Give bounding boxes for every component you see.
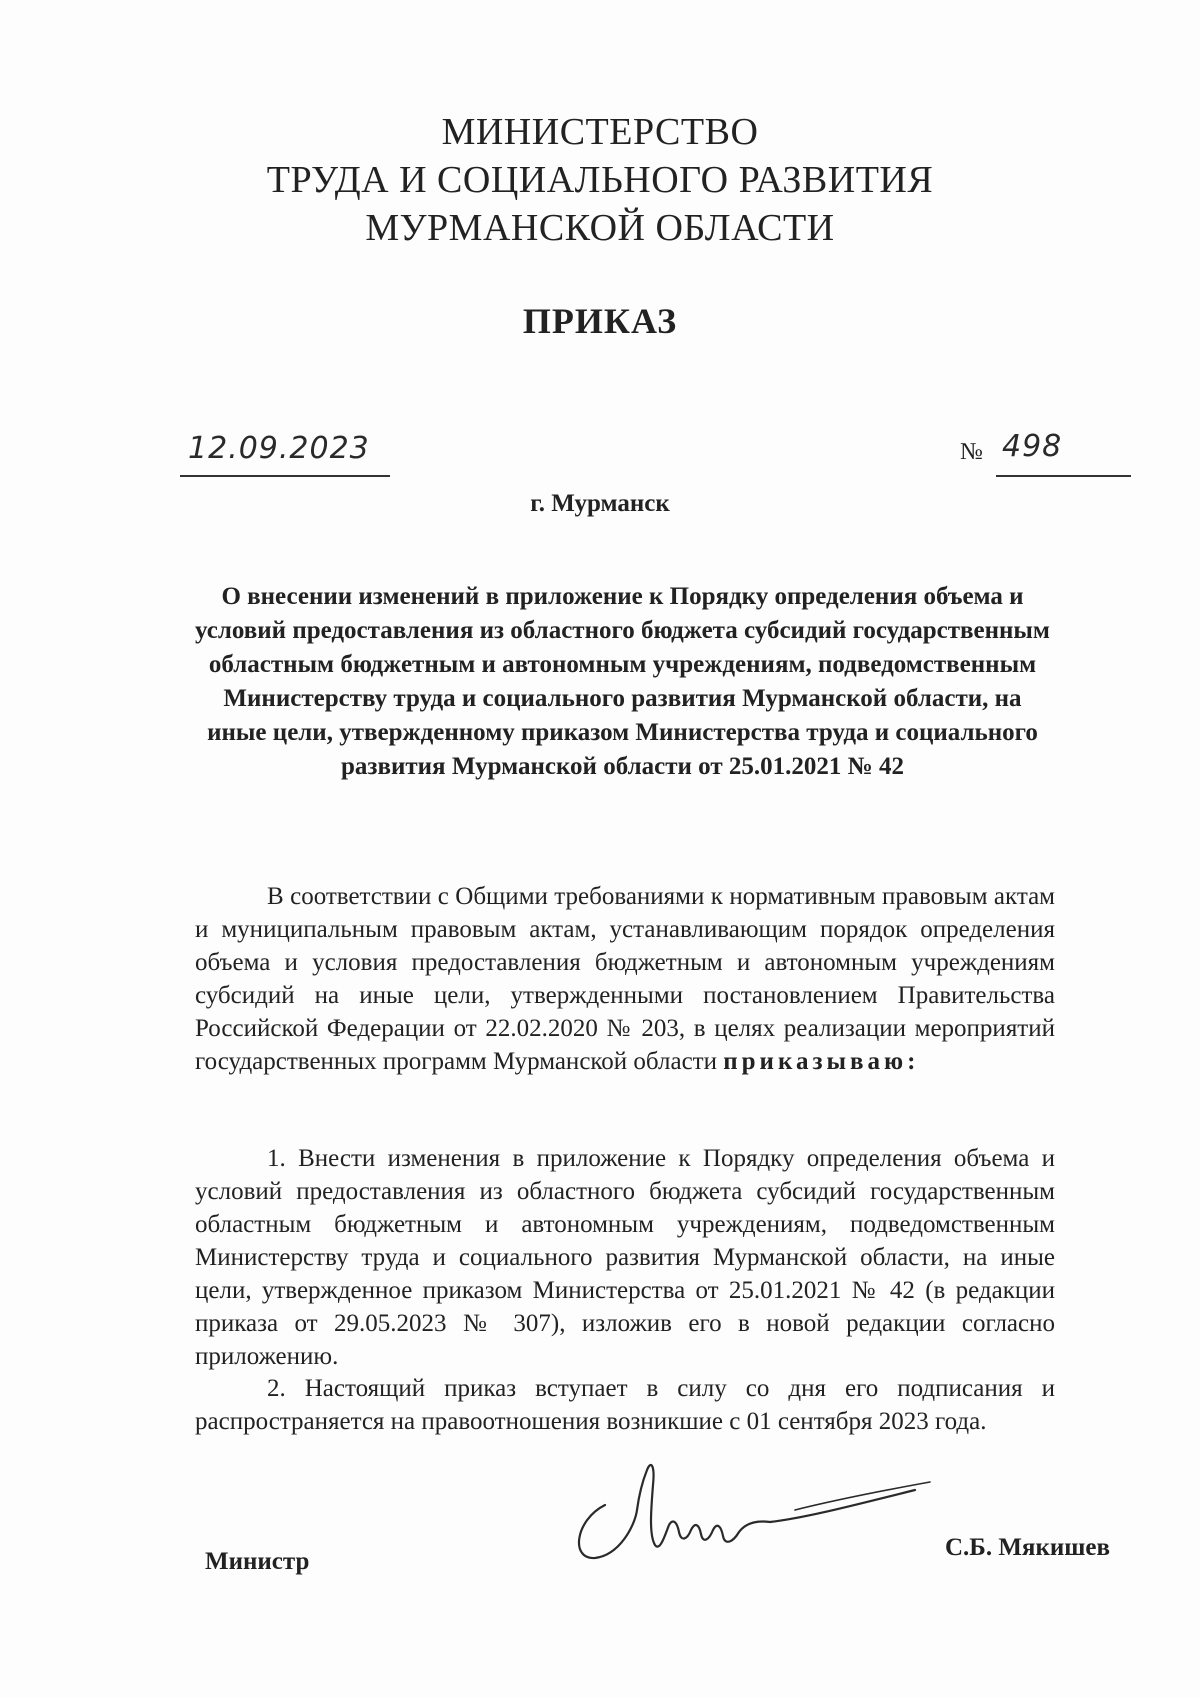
- order-word: приказываю:: [723, 1048, 920, 1075]
- ministry-header: [0, 108, 1200, 252]
- preamble-text: В соответствии с Общими требованиями к нормативным правовым актам и муниципальным правовым актам, устанавливающим порядок определения объема и условия предоставления бюджетным и автономным учреждениям субсидий на иные цели, утвержденными постановлением Правительства Российской Федерации от 22.02.2020 № 203, в целях реализации мероприятий государственных программ Мурманской области: [195, 883, 1055, 1075]
- document-title: О внесении изменений в приложение к Порядку определения объема и условий предоставления из областного бюджета субсидий государственным областным бюджетным и автономным учреждениям, подведомственным Министерству труда и социального развития Мурманской области, на иные цели, утвержденному приказом Министерства труда и социального развития Мурманской области от 25.01.2021 № 42: [195, 583, 1050, 780]
- number-sign: №: [960, 439, 983, 465]
- item-paragraph-2: 2. Настоящий приказ вступает в силу со дня его подписания и распространяется на правоотношения возникшие с 01 сентября 2023 года.: [195, 1375, 1055, 1435]
- handwritten-date: 12.09.2023: [188, 431, 370, 466]
- handwritten-signature: [565, 1450, 935, 1570]
- city-line: г. Мурманск: [530, 490, 670, 517]
- signatory-name: С.Б. Мякишев: [945, 1534, 1110, 1561]
- header-line-1: МИНИСТЕРСТВО: [441, 111, 759, 153]
- document-type: ПРИКАЗ: [522, 301, 678, 341]
- header-line-2: ТРУДА И СОЦИАЛЬНОГО РАЗВИТИЯ: [266, 159, 934, 201]
- date-field: [180, 425, 390, 477]
- preamble-paragraph: [195, 880, 1055, 1078]
- signatory-position: Министр: [205, 1548, 310, 1575]
- item-paragraph-1: 1. Внести изменения в приложение к Порядку определения объема и условий предоставления из областного бюджета субсидий государственным областным бюджетным и автономным учреждениям, подведомственным Министерству труда и социального развития Мурманской области, на иные цели, утвержденное приказом Министерства от 25.01.2021 № 42 (в редакции приказа от 29.05.2023 № 307), изложив его в новой редакции согласно приложению.: [195, 1145, 1055, 1370]
- handwritten-number: 498: [1002, 429, 1063, 464]
- number-line: [996, 425, 1131, 477]
- number-field: [960, 425, 1135, 475]
- header-line-3: МУРМАНСКОЙ ОБЛАСТИ: [365, 207, 835, 249]
